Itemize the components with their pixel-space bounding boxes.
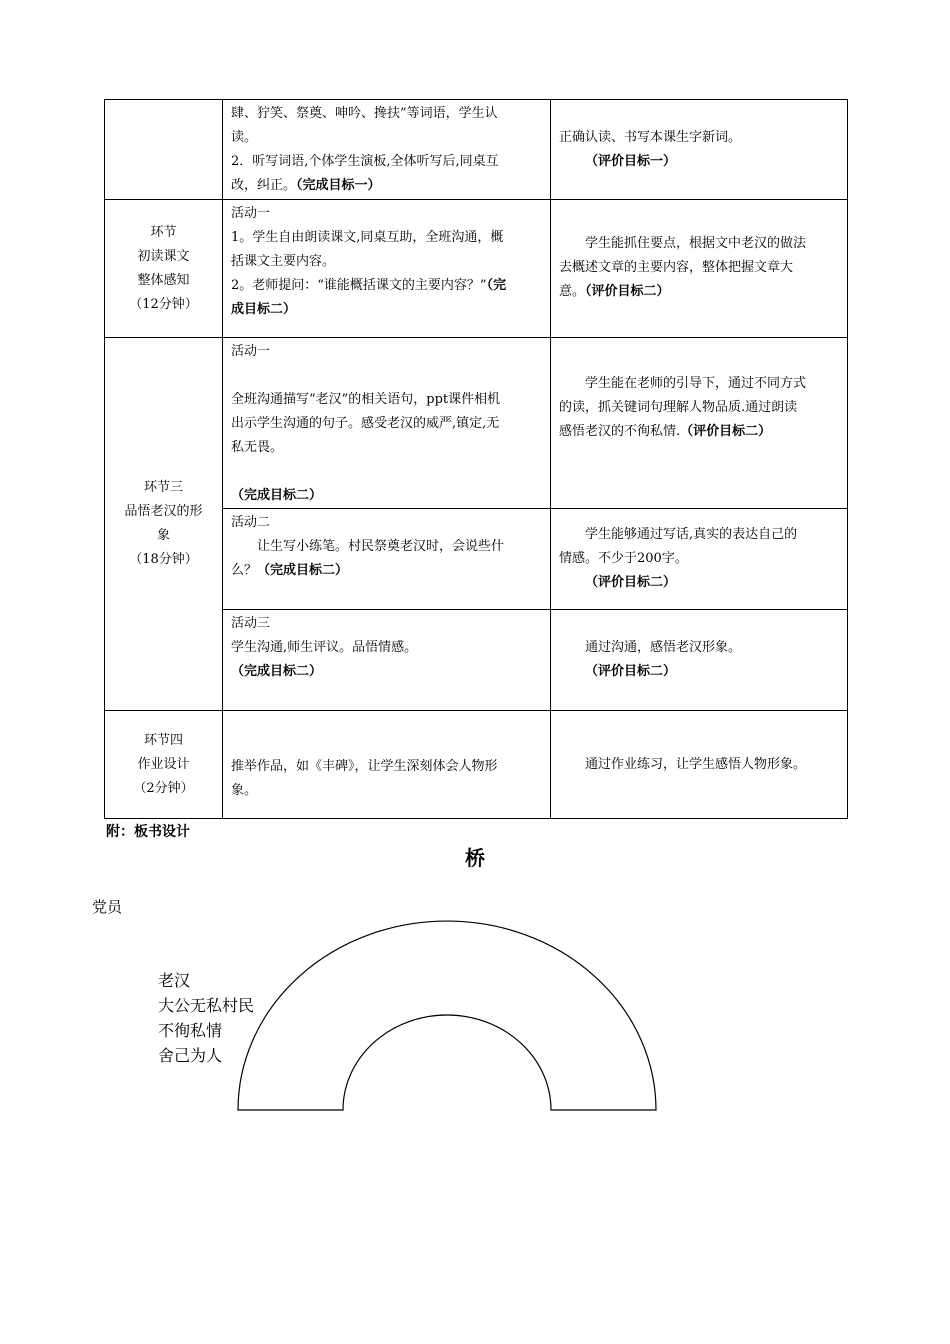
text-line: 意。（评价目标二） [559,284,670,299]
goal-label: （评价目标二） [585,284,670,299]
text-line: 学生沟通,师生评议。品悟情感。 [231,640,418,655]
activity-cell [223,711,551,819]
appendix-heading: 附：板书设计 [106,824,190,840]
board-text-block [158,968,254,1068]
activity-cell [223,200,551,338]
text-line: 读。 [231,130,258,145]
stage-title: 环节 [150,224,177,240]
activity-title: 活动一 [231,344,271,359]
table-row [105,100,848,200]
goal-label: （评价目标二） [680,424,772,439]
stage-title: 环节三 [143,480,183,495]
evaluation-cell [551,509,848,610]
evaluation-cell [551,338,848,509]
stage-title: 初读课文 [137,248,190,264]
stage-cell [105,711,223,819]
text-line: 全班沟通描写“老汉”的相关语句，ppt课件相机 [231,392,501,407]
text-line: 通过作业练习，让学生感悟人物形象。 [585,757,807,772]
activity-cell [223,338,551,509]
goal-label: （完成目标二） [231,664,323,679]
board-line: 老汉 [158,971,191,990]
text-line: 学生能在老师的引导下，通过不同方式 [585,376,807,391]
text-line: 正确认读、书写本课生字新词。 [559,130,742,145]
text-line: 推举作品，如《丰碑》，让学生深刻体会人物形 [231,759,498,774]
text-line: 学生能抓住要点，根据文中老汉的做法 [585,236,807,251]
stage-duration: （2分钟） [133,780,194,796]
stage-title: 作业设计 [137,756,190,772]
activity-cell [223,100,551,200]
stage-title: 象 [156,528,170,543]
text-line: 情感。不少于200字。 [559,551,688,566]
table-row [105,338,848,509]
text-line: 的读，抓关键词句理解人物品质.通过朗读 [559,400,798,415]
board-line: 不徇私情 [158,1021,223,1040]
table-row [105,200,848,338]
text-line: 让生写小练笔。村民祭奠老汉时，会说些什 [257,539,505,554]
activity-title: 活动三 [231,616,271,631]
goal-label: （评价目标二） [585,664,677,679]
text-line: 括课文主要内容。 [231,254,336,269]
stage-cell [105,338,223,711]
text-line: 出示学生沟通的句子。感受老汉的威严,镇定,无 [231,416,500,431]
bridge-arch-outline [238,921,656,1110]
stage-cell [105,200,223,338]
goal-label: （评价目标一） [585,154,677,169]
text-line: 私无畏。 [231,440,284,455]
activity-title: 活动二 [231,515,271,530]
goal-label: （完成目标二） [257,563,349,578]
goal-label: （完成目标一） [296,178,381,193]
table-row [105,711,848,819]
activity-title: 活动一 [231,206,271,221]
text-line: 2。老师提问：“谁能概括课文的主要内容？”（完 [231,278,507,293]
stage-duration: （18分钟） [129,552,198,567]
stage-duration: （12分钟） [129,296,198,312]
goal-label: 成目标二） [231,302,297,317]
bridge-arch-drawing [230,914,666,1114]
text-line: 去概述文章的主要内容，整体把握文章大 [559,260,794,275]
goal-label: （评价目标二） [585,575,677,590]
evaluation-cell [551,100,848,200]
board-title: 桥 [465,846,485,870]
evaluation-cell [551,711,848,819]
stage-title: 品悟老汉的形 [124,504,203,519]
text-line: 么？（完成目标二） [231,563,349,578]
board-line: 大公无私村民 [158,996,255,1015]
evaluation-cell [551,200,848,338]
activity-cell [223,509,551,610]
text-line: 通过沟通，感悟老汉形象。 [585,640,742,655]
stage-title: 环节四 [143,732,183,748]
board-line: 舍己为人 [158,1046,223,1065]
evaluation-cell [551,610,848,711]
party-label: 党员 [92,898,123,916]
activity-cell [223,610,551,711]
text-line: 象。 [231,783,258,798]
lesson-plan-table [104,99,848,819]
text-line: 感悟老汉的不徇私情.（评价目标二） [559,424,772,439]
text-line: 2．听写词语,个体学生演板,全体听写后,同桌互 [231,154,499,169]
text-line: 学生能够通过写话,真实的表达自己的 [585,527,798,542]
stage-cell-empty [105,100,223,200]
goal-label: （完成目标二） [231,488,323,503]
text-line: 肆、狞笑、祭奠、呻吟、搀扶”等词语，学生认 [231,106,498,121]
goal-label: （完 [486,278,507,293]
stage-title: 整体感知 [137,272,190,288]
text-line: 改，纠正。（完成目标一） [231,178,381,193]
text-line: 1。学生自由朗读课文,同桌互助，全班沟通，概 [231,230,504,245]
